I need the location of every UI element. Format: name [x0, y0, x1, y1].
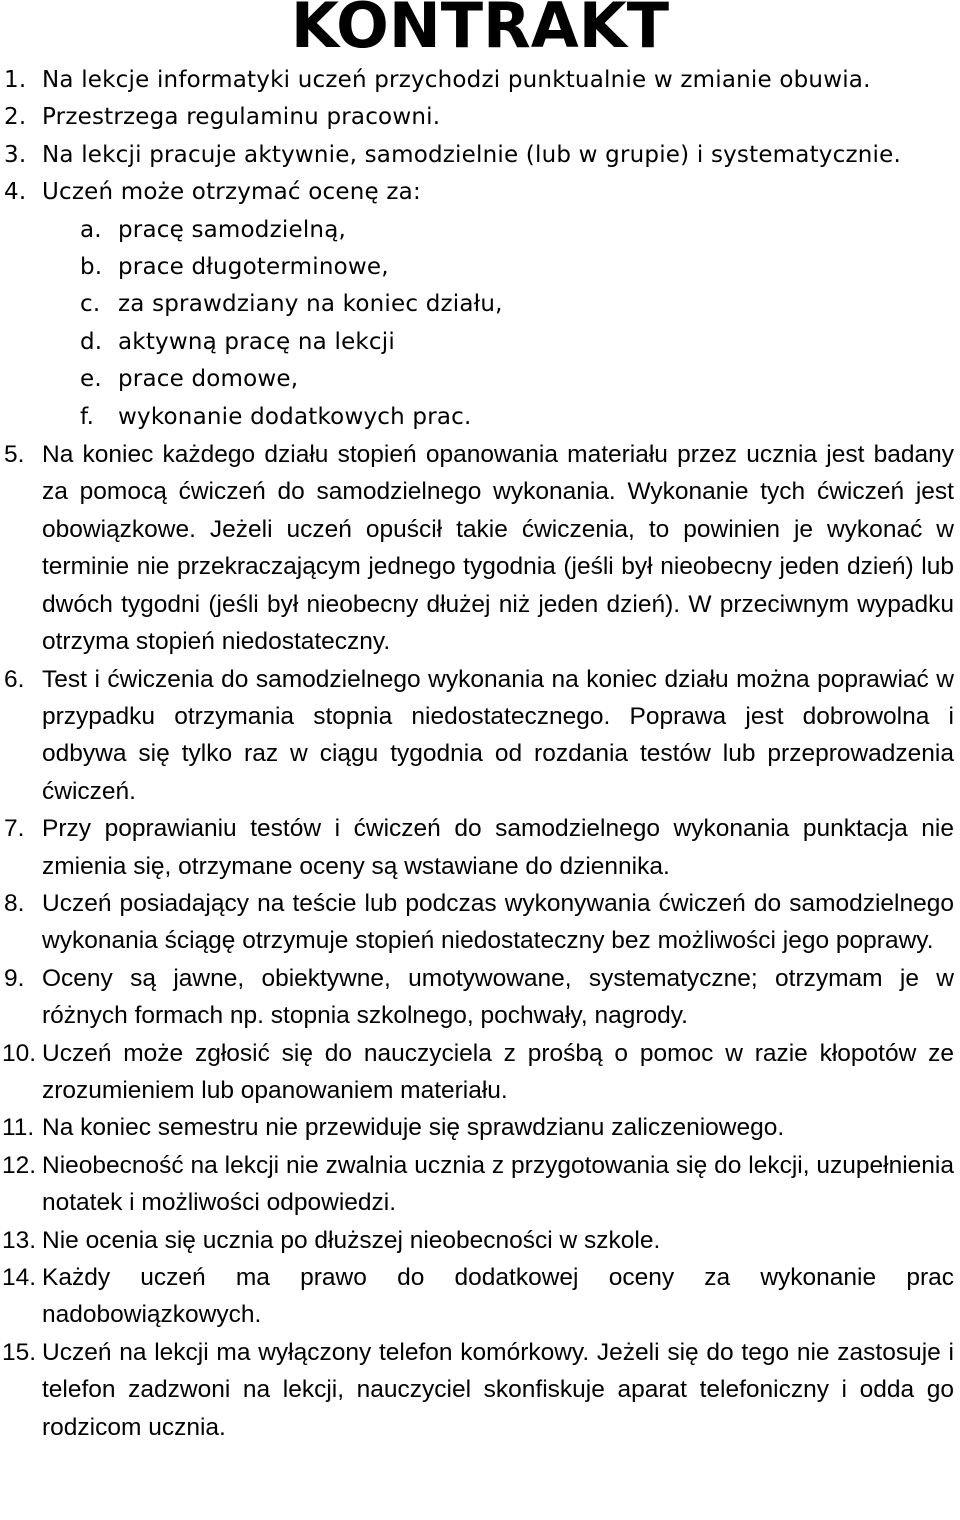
rule-text: Uczeń posiadający na teście lub podczas wykonywania ćwiczeń do samodzielnego wykonania ściągę otrzymuje stopień niedostateczny bez możliwości jego poprawy.	[42, 889, 954, 955]
rule-number: 9.	[4, 964, 25, 992]
subitem-letter: a.	[80, 216, 102, 243]
rule-number: 8.	[4, 889, 25, 917]
rule-text: Test i ćwiczenia do samodzielnego wykonania na koniec działu można poprawiać w przypadku otrzymania stopnia niedostatecznego. Poprawa jest dobrowolna i odbywa się tylko raz w ciągu tygodnia od rozdania testów lub przeprowadzenia ćwiczeń.	[42, 665, 954, 805]
rule-item	[0, 960, 960, 1035]
grade-subitem	[0, 212, 960, 249]
rule-text: Przy poprawianiu testów i ćwiczeń do samodzielnego wykonania punktacja nie zmienia się, otrzymane oceny są wstawiane do dziennika.	[42, 815, 954, 880]
rule-number: 6.	[4, 665, 25, 693]
subitem-text: aktywną pracę na lekcji	[118, 328, 395, 355]
grade-subitem	[0, 286, 960, 323]
subitem-letter: d.	[80, 328, 103, 355]
grade-subitem	[0, 249, 960, 286]
rule-number: 7.	[4, 815, 25, 843]
rule-text: Na lekcje informatyki uczeń przychodzi punktualnie w zmianie obuwia.	[42, 67, 871, 93]
rule-item	[0, 137, 960, 174]
rule-item	[0, 1035, 960, 1110]
rule-item	[0, 436, 960, 660]
rule-text: Uczeń na lekcji ma wyłączony telefon komórkowy. Jeżeli się do tego nie zastosuje i telefon zadzwoni na lekcji, nauczyciel skonfiskuje aparat telefoniczny i odda go rodzicom ucznia.	[42, 1338, 954, 1441]
rule-text: Na lekcji pracuje aktywnie, samodzielnie (lub w grupie) i systematycznie.	[42, 141, 901, 168]
rule-item	[0, 1147, 960, 1222]
rule-number: 10.	[2, 1039, 37, 1067]
rule-text: Na koniec każdego działu stopień opanowania materiału przez ucznia jest badany za pomocą ćwiczeń do samodzielnego wykonania. Wykonanie tych ćwiczeń jest obowiązkowe. Jeżeli uczeń opuścił takie ćwiczenia, to powinien je wykonać w terminie nie przekraczającym jednego tygodnia (jeśli był nieobecny jeden dzień) lub dwóch tygodni (jeśli był nieobecny dłużej niż jeden dzień). W przeciwnym wypadku otrzyma stopień niedostateczny.	[42, 441, 954, 656]
rule-text: Na koniec semestru nie przewiduje się sprawdzianu zaliczeniowego.	[42, 1114, 785, 1142]
rule-item	[0, 1222, 960, 1259]
rule-text: Uczeń może otrzymać ocenę za:	[42, 179, 421, 206]
rule-item	[0, 1259, 960, 1334]
subitem-letter: c.	[80, 291, 101, 318]
subitem-letter: b.	[80, 254, 103, 281]
rule-number: 12.	[2, 1151, 37, 1179]
rule-number: 1.	[4, 67, 27, 93]
rule-text: Nie ocenia się ucznia po dłuższej nieobecności w szkole.	[42, 1226, 661, 1254]
rule-item	[0, 661, 960, 811]
rule-number: 5.	[4, 441, 25, 469]
subitem-text: za sprawdziany na koniec działu,	[118, 291, 503, 318]
rules-list	[0, 62, 960, 1446]
rule-item	[0, 62, 960, 99]
rule-number: 4.	[4, 179, 27, 206]
subitem-letter: f.	[80, 403, 95, 430]
rule-item	[0, 1334, 960, 1446]
rule-number: 13.	[2, 1226, 37, 1254]
rule-item	[0, 99, 960, 136]
grade-subitem	[0, 399, 960, 436]
rule-item	[0, 1109, 960, 1146]
rule-text: Przestrzega regulaminu pracowni.	[42, 104, 441, 131]
subitem-text: pracę samodzielną,	[118, 216, 346, 243]
grade-subitem	[0, 361, 960, 398]
subitem-text: prace domowe,	[118, 366, 299, 393]
subitem-text: prace długoterminowe,	[118, 254, 389, 281]
rule-item	[0, 885, 960, 960]
rule-number: 2.	[4, 104, 27, 131]
document-title: KONTRAKT	[290, 0, 670, 62]
rule-number: 3.	[4, 141, 27, 168]
subitem-text: wykonanie dodatkowych prac.	[118, 403, 472, 430]
rule-number: 14.	[2, 1264, 37, 1291]
rule-text: Każdy uczeń ma prawo do dodatkowej oceny za wykonanie prac nadobowiązkowych.	[42, 1264, 954, 1329]
rule-item	[0, 174, 960, 211]
subitem-letter: e.	[80, 366, 102, 393]
grade-subitem	[0, 324, 960, 361]
rule-number: 15.	[2, 1338, 37, 1366]
rule-text: Uczeń może zgłosić się do nauczyciela z prośbą o pomoc w razie kłopotów ze zrozumieniem lub opanowaniem materiału.	[42, 1039, 954, 1104]
rule-text: Nieobecność na lekcji nie zwalnia ucznia z przygotowania się do lekcji, uzupełnienia notatek i możliwości odpowiedzi.	[42, 1151, 954, 1217]
rule-text: Oceny są jawne, obiektywne, umotywowane, systematyczne; otrzymam je w różnych formach np. stopnia szkolnego, pochwały, nagrody.	[42, 964, 954, 1030]
rule-item	[0, 810, 960, 885]
rule-number: 11.	[2, 1114, 35, 1142]
